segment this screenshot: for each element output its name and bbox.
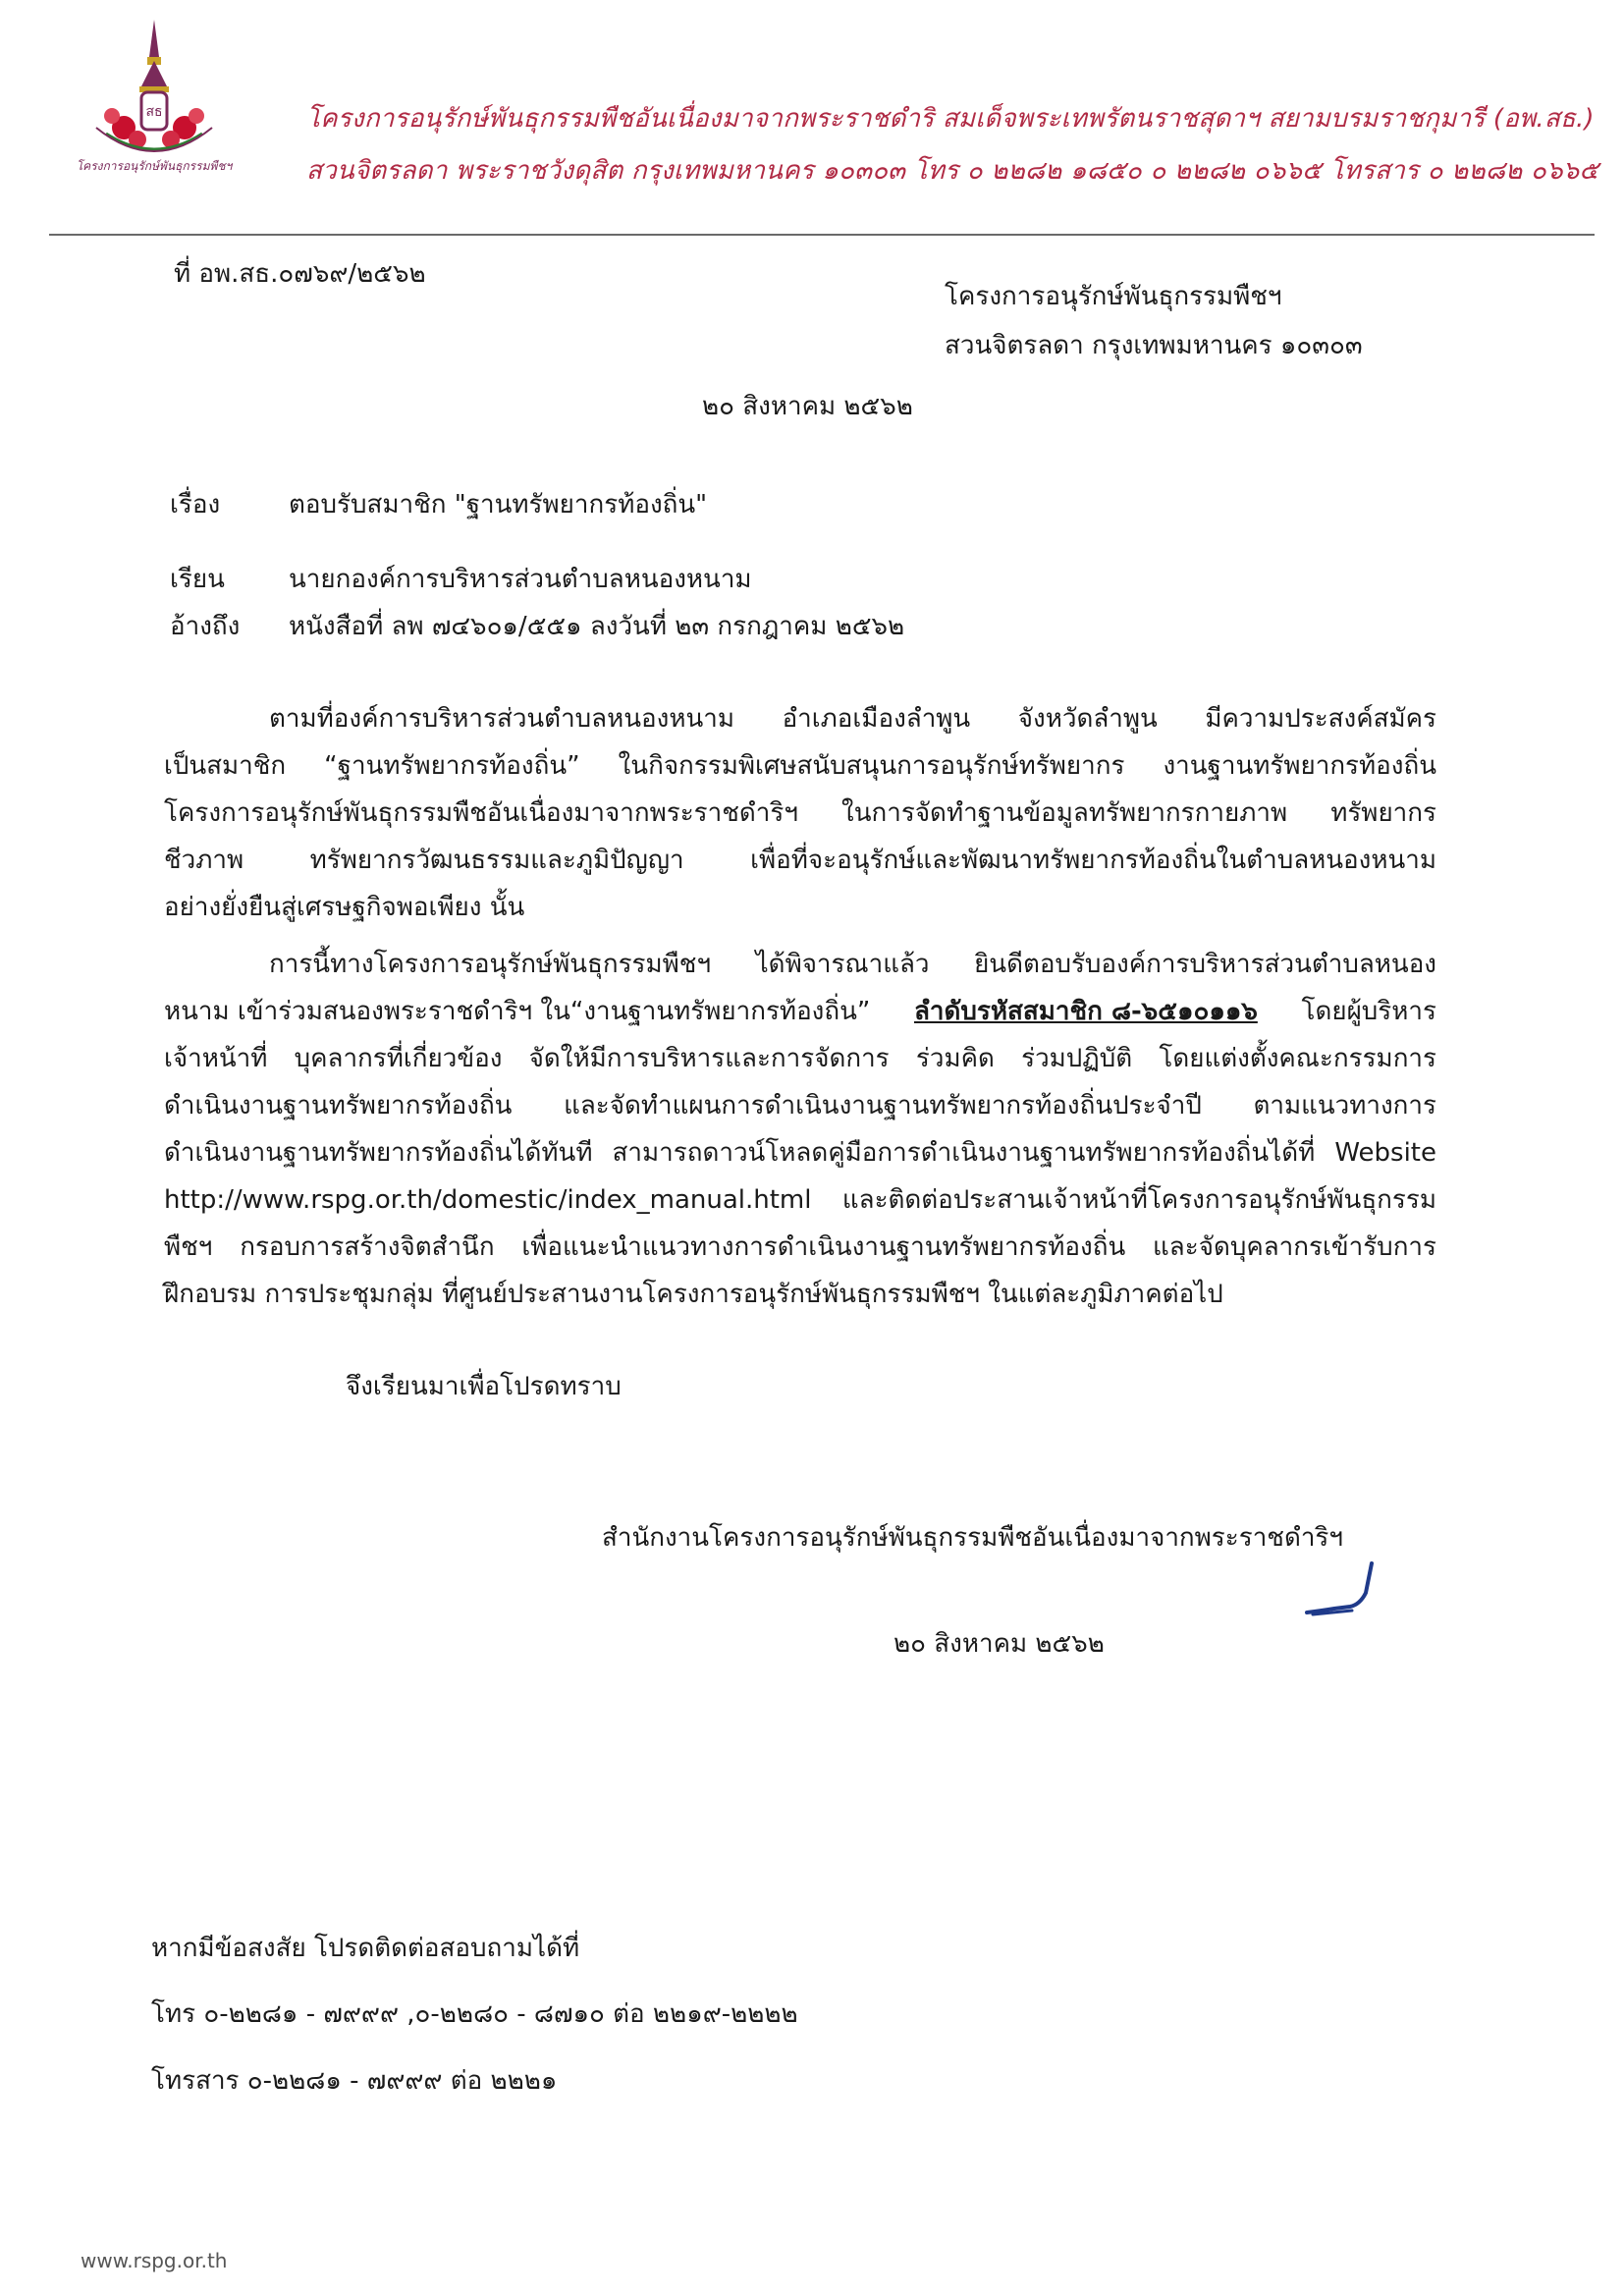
closing-text: จึงเรียนมาเพื่อโปรดทราบ [346, 1372, 622, 1401]
paragraph-line: ตามที่องค์การบริหารส่วนตำบลหนองหนาม อำเภอเมืองลำพูน จังหวัดลำพูน มีความประสงค์สมัคร [269, 704, 1436, 734]
logo-emblem-icon [67, 18, 242, 175]
paragraph-line: ดำเนินงานฐานทรัพยากรท้องถิ่นได้ทันที สามารถดาวน์โหลดคู่มือการดำเนินงานฐานทรัพยากรท้องถิ่นได้ที่ Website [164, 1138, 1436, 1168]
reference-text: หนังสือที่ ลพ ๗๔๖๐๑/๕๕๑ ลงวันที่ ๒๓ กรกฎาคม ๒๕๖๒ [289, 612, 905, 641]
paragraph-text: โดยผู้บริหาร [1301, 997, 1436, 1026]
paragraph-line [164, 988, 1436, 1035]
signature [1303, 1554, 1381, 1632]
logo-caption: โครงการอนุรักษ์พันธุกรรมพืชฯ [76, 159, 233, 173]
paragraph-line: อย่างยั่งยืนสู่เศรษฐกิจพอเพียง นั้น [164, 893, 525, 922]
recipient-text: นายกองค์การบริหารส่วนตำบลหนองหนาม [289, 565, 752, 594]
subject-text: ตอบรับสมาชิก "ฐานทรัพยากรท้องถิ่น" [289, 490, 708, 519]
contact-fax: โทรสาร ๐-๒๒๘๑ - ๗๙๙๙ ต่อ ๒๒๒๑ [151, 2066, 558, 2096]
reference-label: อ้างถึง [170, 612, 241, 641]
document-number: ที่ อพ.สธ.๐๗๖๙/๒๕๖๒ [174, 259, 426, 289]
signature-icon [1303, 1554, 1381, 1632]
manual-link-line: http://www.rspg.or.th/domestic/index_manual.html และติดต่อประสานเจ้าหน้าที่โครงการอนุรักษ์พันธุกรรม [164, 1185, 1436, 1215]
contact-phone: โทร ๐-๒๒๘๑ - ๗๙๙๙ ,๐-๒๒๘๐ - ๘๗๑๐ ต่อ ๒๒๑๙-๒๒๒๒ [151, 1999, 798, 2029]
svg-text:สธ: สธ [145, 104, 163, 120]
paragraph-text: หนาม เข้าร่วมสนองพระราชดำริฯ ใน“งานฐานทรัพยากรท้องถิ่น” [164, 997, 871, 1026]
letter-date: ๒๐ สิงหาคม ๒๕๖๒ [702, 392, 913, 421]
sender-address: สวนจิตรลดา กรุงเทพมหานคร ๑๐๓๐๓ [945, 331, 1363, 360]
footer-website: www.rspg.or.th [81, 2249, 228, 2272]
signature-date: ๒๐ สิงหาคม ๒๕๖๒ [893, 1629, 1105, 1659]
paragraph-line: ฝึกอบรม การประชุมกลุ่ม ที่ศูนย์ประสานงานโครงการอนุรักษ์พันธุกรรมพืชฯ ในแต่ละภูมิภาคต่อไป [164, 1280, 1223, 1309]
contact-intro: หากมีข้อสงสัย โปรดติดต่อสอบถามได้ที่ [151, 1934, 580, 1963]
sender-name: โครงการอนุรักษ์พันธุกรรมพืชฯ [945, 282, 1282, 311]
header-divider [49, 234, 1595, 236]
letterhead-address: สวนจิตรลดา พระราชวังดุสิต กรุงเทพมหานคร ๑๐๓๐๓ โทร ๐ ๒๒๘๒ ๑๘๕๐ ๐ ๒๒๘๒ ๐๖๖๕ โทรสาร ๐ ๒๒๘๒ ๐๖๖๕ [306, 156, 1599, 186]
paragraph-line: ดำเนินงานฐานทรัพยากรท้องถิ่น และจัดทำแผนการดำเนินงานฐานทรัพยากรท้องถิ่นประจำปี ตามแนวทางการ [164, 1091, 1436, 1121]
paragraph-2 [164, 941, 1436, 1318]
paragraph-line: พืชฯ กรอบการสร้างจิตสำนึก เพื่อแนะนำแนวทางการดำเนินงานฐานทรัพยากรท้องถิ่น และจัดบุคลากรเข้ารับการ [164, 1232, 1436, 1262]
paragraph-line: เจ้าหน้าที่ บุคลากรที่เกี่ยวข้อง จัดให้มีการบริหารและการจัดการ ร่วมคิด ร่วมปฏิบัติ โดยแต่งตั้งคณะกรรมการ [164, 1044, 1436, 1073]
paragraph-1 [164, 695, 1436, 931]
member-code: ลำดับรหัสสมาชิก ๘-๖๕๑๐๑๑๖ [914, 997, 1258, 1026]
letterhead-title: โครงการอนุรักษ์พันธุกรรมพืชอันเนื่องมาจากพระราชดำริ สมเด็จพระเทพรัตนราชสุดาฯ สยามบรมราชกุมารี (อพ.สธ.) [306, 104, 1595, 134]
paragraph-line: โครงการอนุรักษ์พันธุกรรมพืชอันเนื่องมาจากพระราชดำริฯ ในการจัดทำฐานข้อมูลทรัพยากรกายภาพ ทรัพยากร [164, 798, 1436, 828]
signing-office: สำนักงานโครงการอนุรักษ์พันธุกรรมพืชอันเนื่องมาจากพระราชดำริฯ [602, 1523, 1343, 1553]
recipient-label: เรียน [170, 565, 225, 594]
paragraph-line: ชีวภาพ ทรัพยากรวัฒนธรรมและภูมิปัญญา เพื่อที่จะอนุรักษ์และพัฒนาทรัพยากรท้องถิ่นในตำบลหนองหนาม [164, 846, 1436, 875]
paragraph-line: เป็นสมาชิก “ฐานทรัพยากรท้องถิ่น” ในกิจกรรมพิเศษสนับสนุนการอนุรักษ์ทรัพยากร งานฐานทรัพยากรท้องถิ่น [164, 751, 1436, 781]
subject-label: เรื่อง [170, 490, 221, 519]
paragraph-line: การนี้ทางโครงการอนุรักษ์พันธุกรรมพืชฯ ได้พิจารณาแล้ว ยินดีตอบรับองค์การบริหารส่วนตำบลหนอง [269, 950, 1436, 979]
rspg-logo [67, 18, 242, 175]
